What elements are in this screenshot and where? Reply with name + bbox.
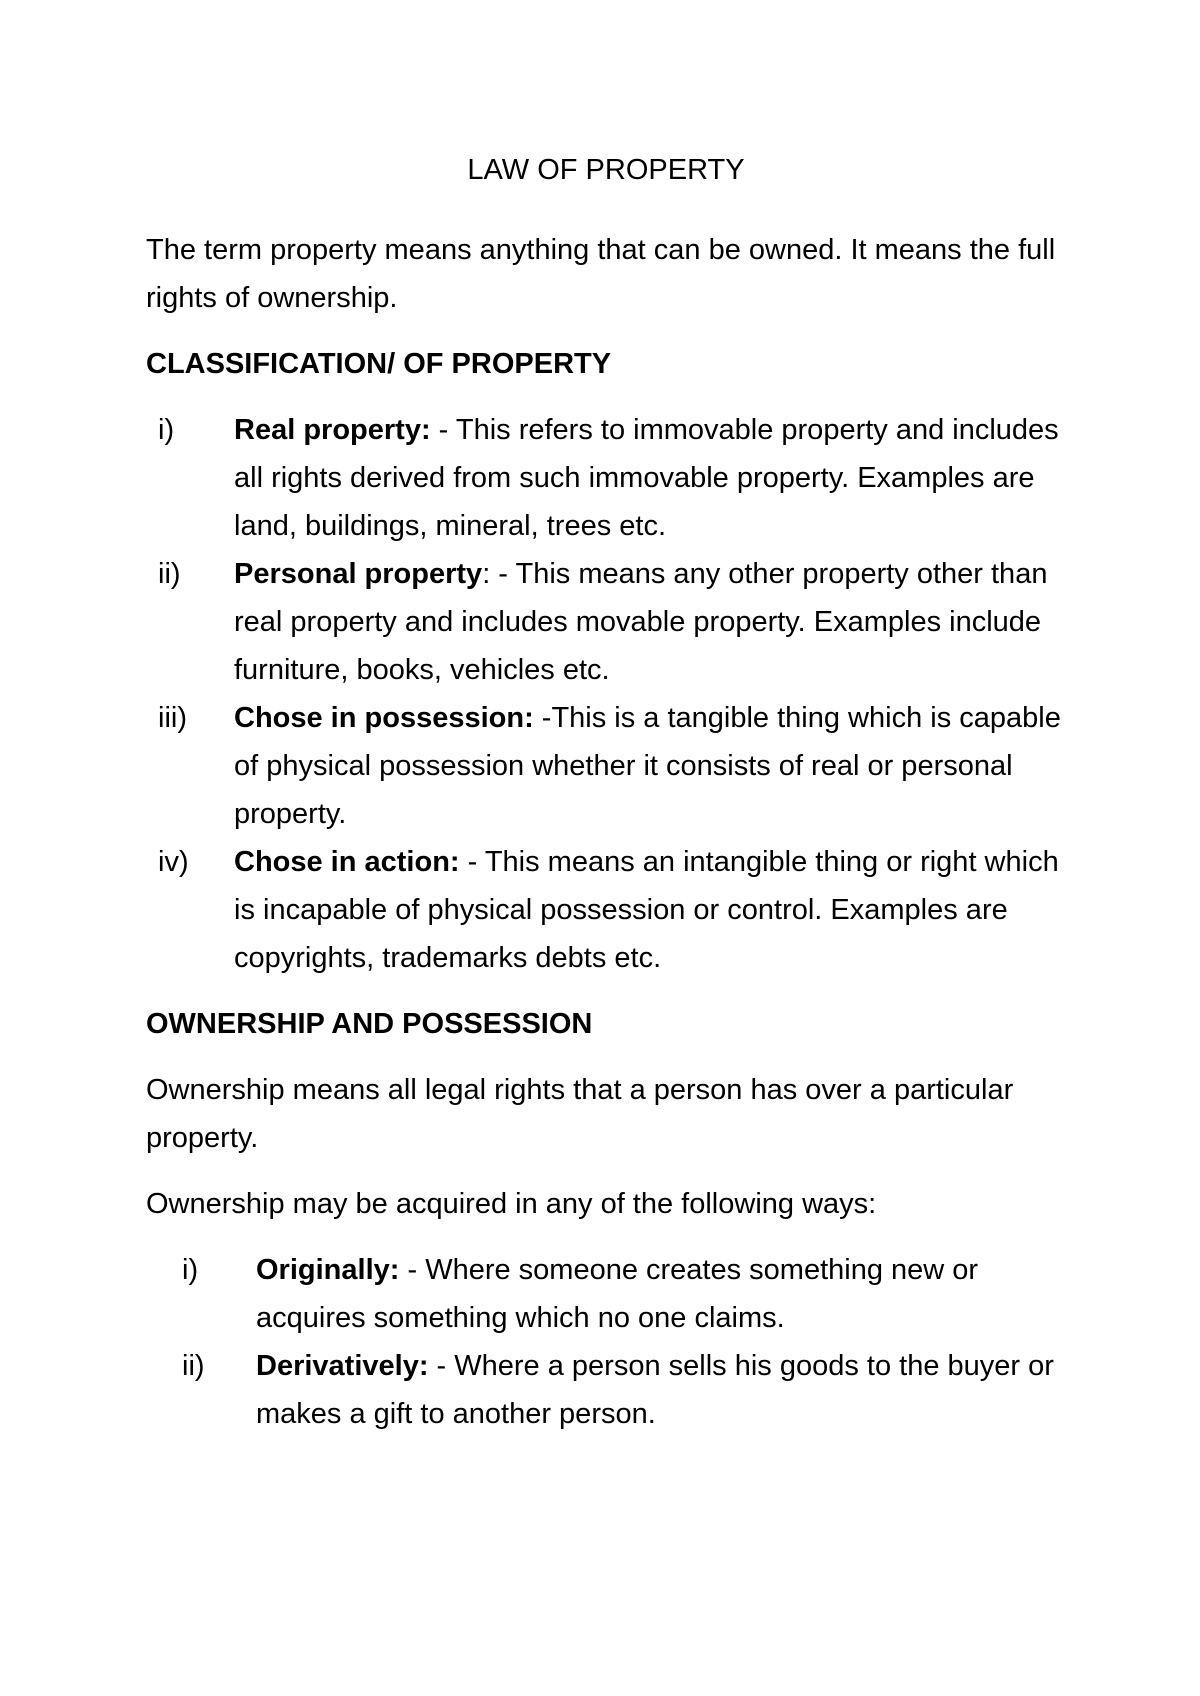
list-item-text: - This means an intangible thing or right which is incapable of physical possession or control. Examples are copyrights, trademarks debts etc.	[234, 846, 1059, 974]
acquisition-intro: Ownership may be acquired in any of the following ways:	[146, 1188, 877, 1220]
list-marker: iii)	[158, 702, 187, 734]
acquisition-list	[146, 1246, 1066, 1438]
document-body	[146, 150, 1066, 1456]
list-item-term: Real property:	[234, 414, 431, 446]
list-marker: iv)	[158, 846, 189, 878]
list-item-term: Derivatively:	[256, 1350, 429, 1382]
list-item-text: - This refers to immovable property and includes all rights derived from such immovable property. Examples are land, buildings, mineral, trees etc.	[234, 414, 1059, 542]
list-marker: i)	[182, 1254, 199, 1286]
list-item-term: Personal property	[234, 558, 483, 590]
list-marker: ii)	[182, 1350, 205, 1382]
list-item-text: - Where a person sells his goods to the buyer or makes a gift to another person.	[256, 1350, 1054, 1430]
list-item	[146, 838, 1066, 982]
list-item	[146, 1246, 1066, 1342]
list-item	[146, 406, 1066, 550]
list-item-term: Chose in possession:	[234, 702, 534, 734]
list-item-text: -This is a tangible thing which is capable of physical possession whether it consists of real or personal property.	[234, 702, 1061, 830]
list-item-text: - Where someone creates something new or acquires something which no one claims.	[256, 1254, 979, 1334]
list-item-term: Chose in action:	[234, 846, 460, 878]
document-title: LAW OF PROPERTY	[467, 154, 745, 186]
ownership-heading: OWNERSHIP AND POSSESSION	[146, 1008, 593, 1040]
classification-heading: CLASSIFICATION/ OF PROPERTY	[146, 348, 612, 380]
list-item-term: Originally:	[256, 1254, 400, 1286]
list-item	[146, 694, 1066, 838]
list-item-text: : - This means any other property other than real property and includes movable property. Examples include furniture, books, vehicles etc.	[234, 558, 1048, 686]
list-item	[146, 1342, 1066, 1438]
list-marker: ii)	[158, 558, 181, 590]
list-item	[146, 550, 1066, 694]
classification-list	[146, 406, 1066, 982]
intro-paragraph: The term property means anything that can be owned. It means the full rights of ownership.	[146, 234, 1056, 314]
list-marker: i)	[158, 414, 175, 446]
ownership-definition: Ownership means all legal rights that a person has over a particular property.	[146, 1074, 1014, 1154]
